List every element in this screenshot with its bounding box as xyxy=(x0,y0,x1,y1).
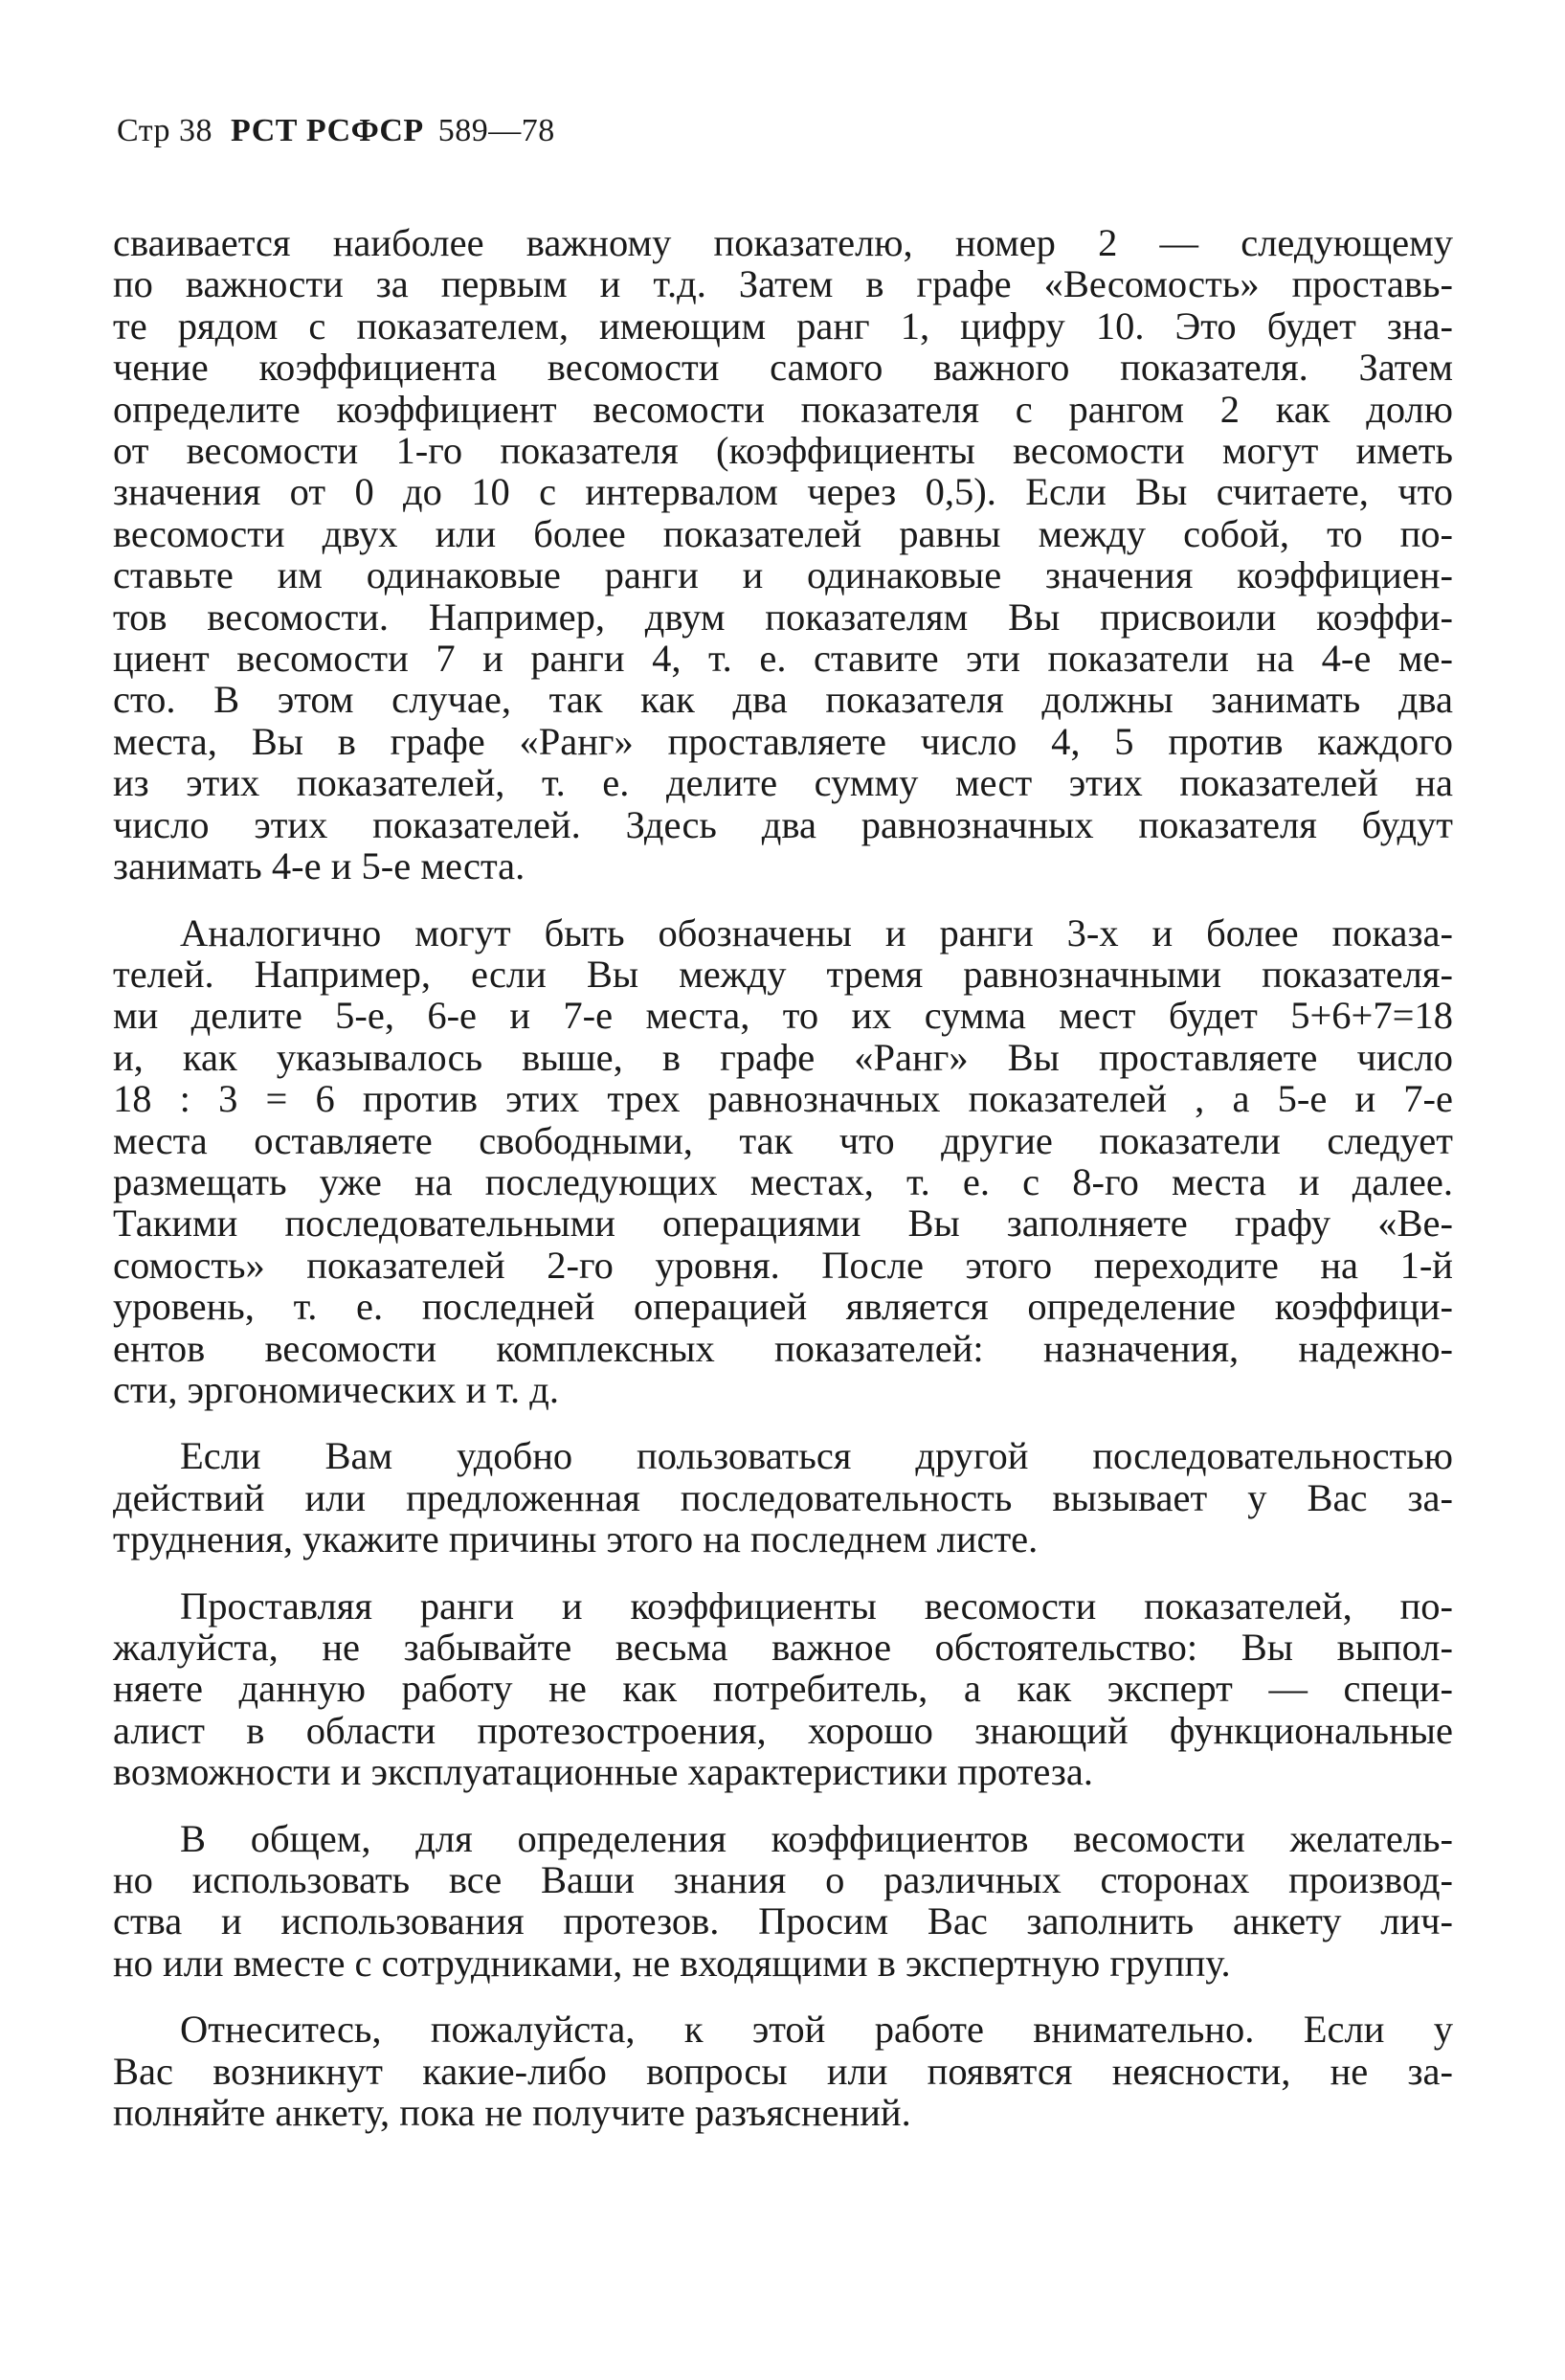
paragraph xyxy=(113,2009,1453,2133)
paragraph-gap xyxy=(113,887,1453,912)
text-line: ставьте им одинаковые ранги и одинаковые значения коэффициен- xyxy=(113,553,1453,597)
text-line: Проставляя ранги и коэффициенты весомости показателей, по- xyxy=(180,1583,1453,1628)
text-line: Вас возникнут какие-либо вопросы или появятся неясности, не за- xyxy=(113,2049,1453,2093)
page-header xyxy=(117,113,555,149)
text-line: сто. В этом случае, так как два показателя должны занимать два xyxy=(113,678,1453,722)
text-line: циент весомости 7 и ранги 4, т. е. ставите эти показатели на 4-е ме- xyxy=(113,637,1453,681)
text-line: ентов весомости комплексных показателей: назначения, надежно- xyxy=(113,1326,1453,1370)
text-line: места оставляете свободными, так что другие показатели следует xyxy=(113,1118,1453,1162)
paragraph xyxy=(113,1585,1453,1793)
paragraph xyxy=(113,1818,1453,1985)
text-line: Такими последовательными операциями Вы заполняете графу «Ве- xyxy=(113,1201,1453,1246)
text-line: значения от 0 до 10 с интервалом через 0,5). Если Вы считаете, что xyxy=(113,470,1453,514)
text-line: 18 : 3 = 6 против этих трех равнозначных показателей , а 5-е и 7-е xyxy=(113,1077,1453,1121)
text-line: действий или предложенная последовательность вызывает у Вас за- xyxy=(113,1475,1453,1519)
text-line: и, как указывалось выше, в графе «Ранг» Вы проставляете число xyxy=(113,1035,1453,1079)
paragraph-gap xyxy=(113,1984,1453,2009)
text-line: чение коэффициента весомости самого важного показателя. Затем xyxy=(113,346,1453,390)
doc-title: РСТ РСФСР xyxy=(231,113,424,148)
text-line: размещать уже на последующих местах, т. е. с 8-го места и далее. xyxy=(113,1159,1453,1203)
text-line: от весомости 1-го показателя (коэффициенты весомости могут иметь xyxy=(113,429,1453,473)
paragraph-gap xyxy=(113,1793,1453,1818)
paragraph xyxy=(113,222,1453,887)
paragraph-gap xyxy=(113,1410,1453,1435)
text-line: Если Вам удобно пользоваться другой последовательностью xyxy=(180,1434,1453,1478)
text-line: В общем, для определения коэффициентов весомости желатель- xyxy=(180,1816,1453,1860)
text-line: телей. Например, если Вы между тремя равнозначными показателя- xyxy=(113,952,1453,996)
text-line: но или вместе с сотрудниками, не входящими в экспертную группу. xyxy=(113,1941,1231,1985)
page-label: Стр 38 xyxy=(117,113,213,148)
text-line: сваивается наиболее важному показателю, номер 2 — следующему xyxy=(113,221,1453,264)
text-line: занимать 4-е и 5-е места. xyxy=(113,844,525,888)
text-line: из этих показателей, т. е. делите сумму мест этих показателей на xyxy=(113,761,1453,805)
text-line: число этих показателей. Здесь два равнозначных показателя будут xyxy=(113,802,1453,846)
text-line: Отнеситесь, пожалуйста, к этой работе внимательно. Если у xyxy=(180,2008,1453,2052)
text-line: няете данную работу не как потребитель, а как эксперт — специ- xyxy=(113,1667,1453,1711)
document-body xyxy=(113,222,1453,2133)
paragraph xyxy=(113,912,1453,1411)
text-line: полняйте анкету, пока не получите разъяснений. xyxy=(113,2091,911,2135)
text-line: сти, эргономических и т. д. xyxy=(113,1367,560,1411)
text-line: алист в области протезостроения, хорошо знающий функциональные xyxy=(113,1708,1453,1752)
text-line: определите коэффициент весомости показателя с рангом 2 как долю xyxy=(113,387,1453,431)
text-line: Аналогично могут быть обозначены и ранги 3-х и более показа- xyxy=(180,910,1453,954)
text-line: тов весомости. Например, двум показателям Вы присвоили коэффи- xyxy=(113,595,1453,639)
doc-number: 589—78 xyxy=(437,113,555,148)
paragraph-gap xyxy=(113,1560,1453,1585)
text-line: уровень, т. е. последней операцией является определение коэффици- xyxy=(113,1285,1453,1329)
text-line: ми делите 5-е, 6-е и 7-е места, то их сумма мест будет 5+6+7=18 xyxy=(113,994,1453,1038)
paragraph xyxy=(113,1435,1453,1560)
text-line: по важности за первым и т.д. Затем в графе «Весомость» проставь- xyxy=(113,262,1453,306)
text-line: сомость» показателей 2-го уровня. После этого переходите на 1-й xyxy=(113,1243,1453,1287)
text-line: весомости двух или более показателей равны между собой, то по- xyxy=(113,511,1453,555)
text-line: возможности и эксплуатационные характеристики протеза. xyxy=(113,1750,1093,1794)
text-line: но использовать все Ваши знания о различных сторонах производ- xyxy=(113,1858,1453,1902)
text-line: жалуйста, не забывайте весьма важное обстоятельство: Вы выпол- xyxy=(113,1626,1453,1669)
text-line: места, Вы в графе «Ранг» проставляете число 4, 5 против каждого xyxy=(113,719,1453,763)
text-line: те рядом с показателем, имеющим ранг 1, цифру 10. Это будет зна- xyxy=(113,303,1453,348)
text-line: ства и использования протезов. Просим Вас заполнить анкету лич- xyxy=(113,1899,1453,1943)
text-line: труднения, укажите причины этого на последнем листе. xyxy=(113,1517,1039,1561)
